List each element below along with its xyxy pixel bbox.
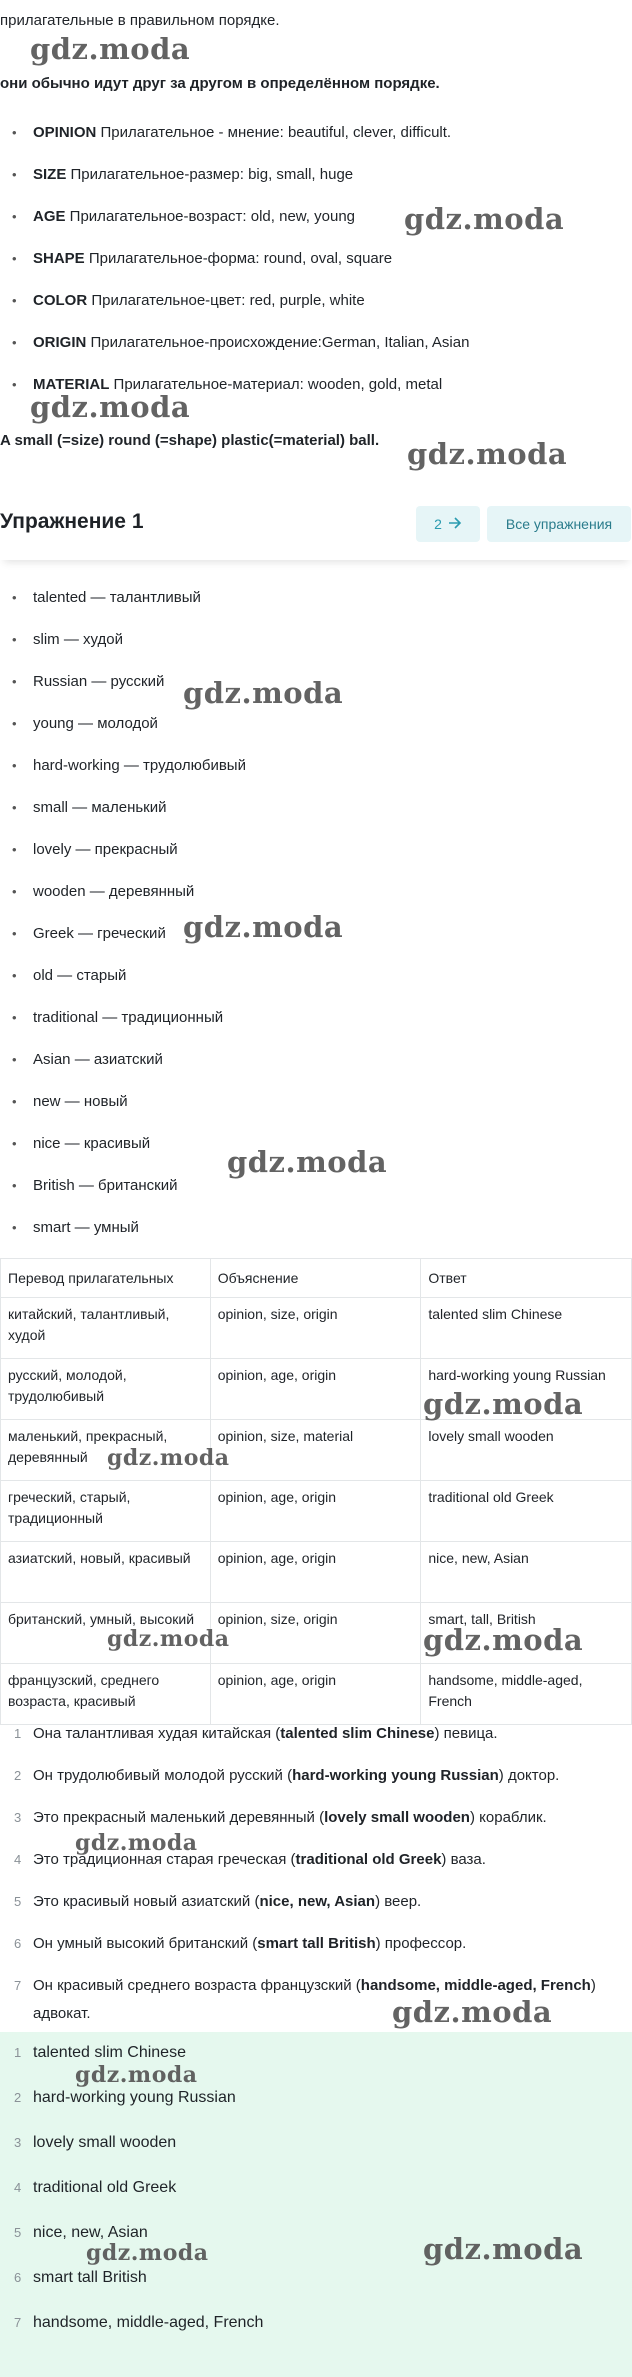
list-item: • Russian — русский	[0, 661, 600, 703]
table-cell: traditional old Greek	[421, 1481, 632, 1542]
table-row	[1, 1664, 632, 1725]
table-cell: французский, среднего возраста, красивый	[1, 1664, 211, 1725]
table-cell: азиатский, новый, красивый	[1, 1542, 211, 1603]
watermark: gdz.moda	[227, 1145, 388, 1179]
table-cell: британский, умный, высокий	[1, 1603, 211, 1664]
list-item: • lovely — прекрасный	[0, 829, 600, 871]
table-cell: opinion, age, origin	[210, 1542, 421, 1603]
list-item: • new — новый	[0, 1081, 600, 1123]
list-item: 3 Это прекрасный маленький деревянный (lovely small wooden) кораблик.	[14, 1809, 547, 1826]
list-item: • Greek — греческий	[0, 913, 600, 955]
watermark: gdz.moda	[423, 1387, 584, 1421]
watermark: gdz.moda	[75, 2062, 198, 2088]
list-item: • wooden — деревянный	[0, 871, 600, 913]
list-item: • slim — худой	[0, 619, 600, 661]
column-header: Перевод прилагательных	[1, 1259, 211, 1298]
rule-item: • MATERIAL Прилагательное-материал: wooden, gold, metal	[0, 370, 600, 412]
watermark: gdz.moda	[404, 202, 565, 236]
table-row	[1, 1481, 632, 1542]
next-exercise-button[interactable]	[416, 506, 480, 542]
watermark: gdz.moda	[30, 32, 191, 66]
page-title: Упражнение 1	[0, 510, 144, 533]
list-item: 1 Она талантливая худая китайская (talented slim Chinese) певица.	[14, 1725, 498, 1742]
example-sentence: A small (=size) round (=shape) plastic(=material) ball.	[0, 432, 380, 449]
table-cell: opinion, age, origin	[210, 1359, 421, 1420]
table-cell: talented slim Chinese	[421, 1298, 632, 1359]
table-cell: smart, tall, British	[421, 1603, 632, 1664]
table-row	[1, 1420, 632, 1481]
table-row	[1, 1542, 632, 1603]
table-cell: маленький, прекрасный, деревянный	[1, 1420, 211, 1481]
table-cell: hard-working young Russian	[421, 1359, 632, 1420]
table-cell: греческий, старый, традиционный	[1, 1481, 211, 1542]
list-item: 1 talented slim Chinese	[14, 2044, 186, 2061]
list-item: • old — старый	[0, 955, 600, 997]
list-item: 6 Он умный высокий британский (smart tall British) профессор.	[14, 1935, 467, 1952]
list-item: • smart — умный	[0, 1207, 600, 1249]
rule-item: • AGE Прилагательное-возраст: old, new, young	[0, 202, 600, 244]
list-item: 5 nice, new, Asian	[14, 2224, 148, 2241]
rule-item: • SIZE Прилагательное-размер: big, small, huge	[0, 160, 600, 202]
list-item: • small — маленький	[0, 787, 600, 829]
list-item: • Asian — азиатский	[0, 1039, 600, 1081]
list-item: 2 Он трудолюбивый молодой русский (hard-working young Russian) доктор.	[14, 1767, 560, 1784]
table-cell: opinion, age, origin	[210, 1664, 421, 1725]
list-item: 2 hard-working young Russian	[14, 2089, 236, 2106]
table-cell: handsome, middle-aged, French	[421, 1664, 632, 1725]
watermark: gdz.moda	[30, 390, 191, 424]
list-item: • nice — красивый	[0, 1123, 600, 1165]
watermark: gdz.moda	[407, 437, 568, 471]
table-header-row	[1, 1259, 632, 1298]
column-header: Объяснение	[210, 1259, 421, 1298]
vocabulary-list	[0, 535, 600, 1249]
table-cell: lovely small wooden	[421, 1420, 632, 1481]
watermark: gdz.moda	[423, 1623, 584, 1657]
table-cell: opinion, size, material	[210, 1420, 421, 1481]
intro-subtitle: они обычно идут друг за другом в определённом порядке.	[0, 75, 440, 92]
watermark: gdz.moda	[392, 1995, 553, 2029]
watermark: gdz.moda	[86, 2240, 209, 2266]
sentences-list	[0, 1720, 632, 2034]
watermark: gdz.moda	[423, 2232, 584, 2266]
rule-item: • COLOR Прилагательное-цвет: red, purple, white	[0, 286, 600, 328]
all-exercises-button[interactable]: Все упражнения	[487, 506, 631, 542]
list-item: 3 lovely small wooden	[14, 2134, 177, 2151]
list-item: 4 traditional old Greek	[14, 2179, 177, 2196]
rule-item: • SHAPE Прилагательное-форма: round, oval, square	[0, 244, 600, 286]
list-item: • British — британский	[0, 1165, 600, 1207]
list-item: 7 handsome, middle-aged, French	[14, 2314, 264, 2331]
list-item: 4 Это традиционная старая греческая (traditional old Greek) ваза.	[14, 1851, 486, 1868]
list-item: 5 Это красивый новый азиатский (nice, new, Asian) веер.	[14, 1893, 422, 1910]
watermark: gdz.moda	[75, 1830, 198, 1856]
table-cell: nice, new, Asian	[421, 1542, 632, 1603]
adjective-order-list	[0, 118, 600, 412]
watermark: gdz.moda	[183, 910, 344, 944]
arrow-right-icon	[448, 516, 462, 532]
intro-text: прилагательные в правильном порядке.	[0, 12, 280, 29]
table-cell: opinion, age, origin	[210, 1481, 421, 1542]
list-item: 7 Он красивый среднего возраста французский (handsome, middle-aged, French) адвокат.	[14, 1977, 596, 2022]
list-item: • young — молодой	[0, 703, 600, 745]
table-cell: opinion, size, origin	[210, 1603, 421, 1664]
watermark: gdz.moda	[183, 676, 344, 710]
rule-item: • OPINION Прилагательное - мнение: beautiful, clever, difficult.	[0, 118, 600, 160]
watermark: gdz.moda	[107, 1445, 230, 1471]
next-exercise-label: 2	[434, 516, 442, 532]
list-item: • traditional — традиционный	[0, 997, 600, 1039]
table-row	[1, 1298, 632, 1359]
watermark: gdz.moda	[107, 1626, 230, 1652]
table-cell: русский, молодой, трудолюбивый	[1, 1359, 211, 1420]
column-header: Ответ	[421, 1259, 632, 1298]
table-cell: opinion, size, origin	[210, 1298, 421, 1359]
list-item: • talented — талантливый	[0, 577, 600, 619]
exercise-header	[0, 488, 632, 560]
table-cell: китайский, талантливый, худой	[1, 1298, 211, 1359]
rule-item: • ORIGIN Прилагательное-происхождение:German, Italian, Asian	[0, 328, 600, 370]
list-item: 6 smart tall British	[14, 2269, 147, 2286]
list-item: • hard-working — трудолюбивый	[0, 745, 600, 787]
